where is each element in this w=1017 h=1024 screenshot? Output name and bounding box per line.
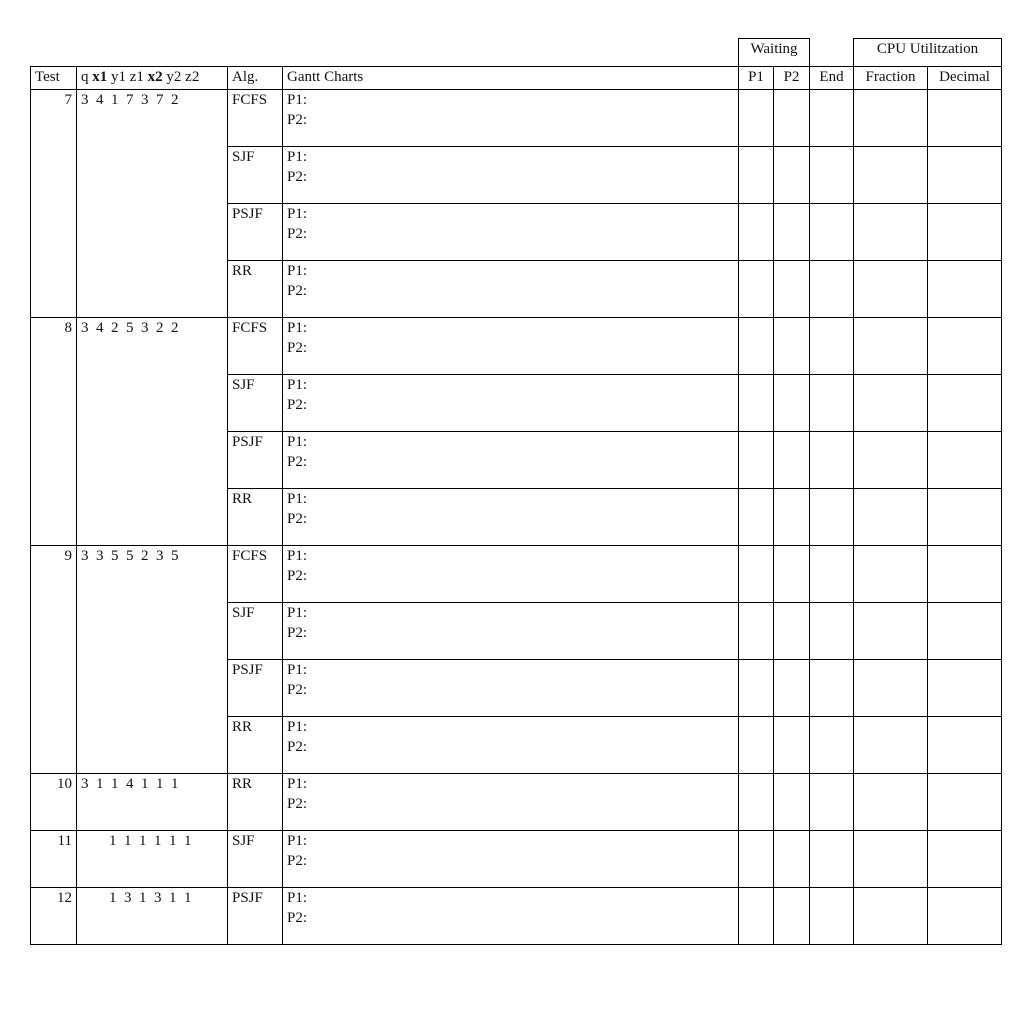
test-number-cell — [31, 660, 77, 717]
param-y2: y2 — [166, 69, 182, 85]
gantt-chart-cell[interactable] — [283, 717, 739, 774]
waiting-p1-cell[interactable] — [739, 432, 774, 489]
gantt-chart-cell[interactable] — [283, 318, 739, 375]
test-number-cell — [31, 147, 77, 204]
cpu-decimal-cell[interactable] — [928, 888, 1002, 945]
algorithm-cell: FCFS — [228, 90, 283, 147]
table-row — [31, 546, 1002, 603]
col-header-params — [77, 67, 228, 90]
waiting-p2-cell[interactable] — [774, 204, 810, 261]
end-cell[interactable] — [810, 546, 854, 603]
test-number-cell — [31, 603, 77, 660]
algorithm-cell: PSJF — [228, 888, 283, 945]
gantt-chart-cell[interactable] — [283, 90, 739, 147]
test-params-cell — [77, 831, 228, 888]
algorithm-cell: FCFS — [228, 318, 283, 375]
gantt-p2-label: P2: — [287, 568, 308, 584]
end-cell[interactable] — [810, 603, 854, 660]
waiting-p2-cell[interactable] — [774, 603, 810, 660]
gantt-chart-cell[interactable] — [283, 432, 739, 489]
test-number: 7 — [64, 92, 72, 108]
waiting-p2-cell[interactable] — [774, 546, 810, 603]
test-params: 3 1 1 4 1 1 1 — [81, 776, 179, 792]
waiting-p2-cell[interactable] — [774, 318, 810, 375]
cpu-decimal-cell[interactable] — [928, 660, 1002, 717]
table-row — [31, 660, 1002, 717]
waiting-p2-cell[interactable] — [774, 261, 810, 318]
gantt-p1-label: P1: — [287, 149, 308, 165]
gantt-p2-label: P2: — [287, 454, 308, 470]
gantt-chart-cell[interactable] — [283, 204, 739, 261]
algorithm-cell: RR — [228, 774, 283, 831]
table-row — [31, 717, 1002, 774]
test-number: 9 — [64, 548, 72, 564]
test-params-cell — [77, 489, 228, 546]
cpu-fraction-cell[interactable] — [854, 774, 928, 831]
gantt-p1-label: P1: — [287, 263, 308, 279]
gantt-p1-label: P1: — [287, 833, 308, 849]
param-x1: x1 — [92, 69, 108, 85]
gantt-p2-label: P2: — [287, 112, 308, 128]
algorithm-cell: RR — [228, 717, 283, 774]
header-group-row — [31, 39, 1002, 67]
waiting-p1-cell[interactable] — [739, 546, 774, 603]
waiting-p1-cell[interactable] — [739, 318, 774, 375]
col-header-p1: P1 — [739, 67, 774, 90]
waiting-p1-cell[interactable] — [739, 888, 774, 945]
col-header-decimal: Decimal — [928, 67, 1002, 90]
table-row — [31, 261, 1002, 318]
test-number-cell — [31, 831, 77, 888]
gantt-p1-label: P1: — [287, 548, 308, 564]
table-row — [31, 489, 1002, 546]
table-row — [31, 603, 1002, 660]
waiting-p2-cell[interactable] — [774, 90, 810, 147]
algorithm-cell: RR — [228, 261, 283, 318]
waiting-p2-cell[interactable] — [774, 774, 810, 831]
cpu-fraction-cell[interactable] — [854, 717, 928, 774]
gantt-p1-label: P1: — [287, 605, 308, 621]
param-z1: z1 — [129, 69, 144, 85]
test-number-cell — [31, 717, 77, 774]
table-row — [31, 318, 1002, 375]
table-row — [31, 774, 1002, 831]
col-header-end: End — [810, 67, 854, 90]
gantt-p2-label: P2: — [287, 910, 308, 926]
header-column-row — [31, 67, 1002, 90]
test-number-cell — [31, 90, 77, 147]
waiting-p1-cell[interactable] — [739, 774, 774, 831]
gantt-p1-label: P1: — [287, 890, 308, 906]
gantt-p1-label: P1: — [287, 662, 308, 678]
cpu-decimal-cell[interactable] — [928, 375, 1002, 432]
gantt-p2-label: P2: — [287, 739, 308, 755]
cpu-fraction-cell[interactable] — [854, 432, 928, 489]
col-header-test: Test — [31, 67, 77, 90]
cpu-decimal-cell[interactable] — [928, 261, 1002, 318]
gantt-p2-label: P2: — [287, 853, 308, 869]
cpu-fraction-cell[interactable] — [854, 603, 928, 660]
table-row — [31, 888, 1002, 945]
waiting-p1-cell[interactable] — [739, 261, 774, 318]
test-number-cell — [31, 774, 77, 831]
cpu-decimal-cell[interactable] — [928, 831, 1002, 888]
end-cell[interactable] — [810, 261, 854, 318]
param-x2: x2 — [147, 69, 163, 85]
end-cell[interactable] — [810, 318, 854, 375]
test-params-cell — [77, 888, 228, 945]
cpu-decimal-cell[interactable] — [928, 717, 1002, 774]
cpu-fraction-cell[interactable] — [854, 261, 928, 318]
test-number-cell — [31, 888, 77, 945]
waiting-p1-cell[interactable] — [739, 147, 774, 204]
waiting-group-header: Waiting — [739, 39, 810, 67]
algorithm-cell: PSJF — [228, 660, 283, 717]
waiting-p2-cell[interactable] — [774, 831, 810, 888]
param-q: q — [81, 69, 89, 85]
test-params: 1 1 1 1 1 1 — [109, 833, 192, 849]
waiting-p1-cell[interactable] — [739, 204, 774, 261]
test-params-cell — [77, 774, 228, 831]
test-params: 3 3 5 5 2 3 5 — [81, 548, 179, 564]
end-cell[interactable] — [810, 774, 854, 831]
cpu-decimal-cell[interactable] — [928, 432, 1002, 489]
end-cell[interactable] — [810, 489, 854, 546]
gantt-chart-cell[interactable] — [283, 147, 739, 204]
table-row — [31, 831, 1002, 888]
gantt-chart-cell[interactable] — [283, 831, 739, 888]
gantt-p2-label: P2: — [287, 226, 308, 242]
test-number-cell — [31, 432, 77, 489]
waiting-p2-cell[interactable] — [774, 375, 810, 432]
table-row — [31, 90, 1002, 147]
test-number-cell — [31, 318, 77, 375]
test-params-cell — [77, 90, 228, 147]
test-number: 12 — [57, 890, 72, 906]
cpu-fraction-cell[interactable] — [854, 90, 928, 147]
gantt-chart-cell[interactable] — [283, 375, 739, 432]
cpu-decimal-cell[interactable] — [928, 90, 1002, 147]
waiting-p2-cell[interactable] — [774, 717, 810, 774]
test-params: 3 4 2 5 3 2 2 — [81, 320, 179, 336]
waiting-p1-cell[interactable] — [739, 831, 774, 888]
algorithm-cell: SJF — [228, 375, 283, 432]
gantt-p1-label: P1: — [287, 92, 308, 108]
algorithm-cell: SJF — [228, 603, 283, 660]
test-number: 11 — [57, 833, 72, 849]
end-cell[interactable] — [810, 147, 854, 204]
cpu-decimal-cell[interactable] — [928, 774, 1002, 831]
test-params-cell — [77, 318, 228, 375]
cpu-decimal-cell[interactable] — [928, 489, 1002, 546]
waiting-p2-cell[interactable] — [774, 432, 810, 489]
algorithm-cell: RR — [228, 489, 283, 546]
gantt-chart-cell[interactable] — [283, 489, 739, 546]
test-params-cell — [77, 432, 228, 489]
algorithm-cell: PSJF — [228, 204, 283, 261]
test-params: 1 3 1 3 1 1 — [109, 890, 192, 906]
gantt-p2-label: P2: — [287, 682, 308, 698]
gantt-chart-cell[interactable] — [283, 603, 739, 660]
cpu-decimal-cell[interactable] — [928, 546, 1002, 603]
cpu-fraction-cell[interactable] — [854, 660, 928, 717]
col-header-gantt: Gantt Charts — [283, 67, 739, 90]
test-number-cell — [31, 546, 77, 603]
gantt-p1-label: P1: — [287, 320, 308, 336]
gantt-p2-label: P2: — [287, 511, 308, 527]
gantt-p1-label: P1: — [287, 434, 308, 450]
waiting-p1-cell[interactable] — [739, 717, 774, 774]
end-cell[interactable] — [810, 432, 854, 489]
cpu-utilization-group-header: CPU Utilitzation — [854, 39, 1002, 67]
scheduling-worksheet-table — [30, 38, 1002, 945]
end-cell[interactable] — [810, 717, 854, 774]
end-cell[interactable] — [810, 831, 854, 888]
test-number-cell — [31, 204, 77, 261]
col-header-p2: P2 — [774, 67, 810, 90]
test-number-cell — [31, 489, 77, 546]
cpu-fraction-cell[interactable] — [854, 204, 928, 261]
gantt-p1-label: P1: — [287, 491, 308, 507]
waiting-p2-cell[interactable] — [774, 660, 810, 717]
cpu-fraction-cell[interactable] — [854, 546, 928, 603]
cpu-decimal-cell[interactable] — [928, 147, 1002, 204]
col-header-alg: Alg. — [228, 67, 283, 90]
test-params-cell — [77, 603, 228, 660]
end-cell[interactable] — [810, 660, 854, 717]
cpu-fraction-cell[interactable] — [854, 831, 928, 888]
waiting-p2-cell[interactable] — [774, 489, 810, 546]
test-number-cell — [31, 375, 77, 432]
gantt-p2-label: P2: — [287, 169, 308, 185]
end-cell[interactable] — [810, 90, 854, 147]
col-header-fraction: Fraction — [854, 67, 928, 90]
gantt-p2-label: P2: — [287, 283, 308, 299]
param-z2: z2 — [185, 69, 200, 85]
end-cell[interactable] — [810, 375, 854, 432]
worksheet-body — [31, 90, 1002, 945]
waiting-p2-cell[interactable] — [774, 888, 810, 945]
cpu-decimal-cell[interactable] — [928, 204, 1002, 261]
test-params-cell — [77, 546, 228, 603]
waiting-p1-cell[interactable] — [739, 375, 774, 432]
cpu-fraction-cell[interactable] — [854, 375, 928, 432]
table-row — [31, 375, 1002, 432]
test-number: 10 — [57, 776, 72, 792]
test-number-cell — [31, 261, 77, 318]
algorithm-cell: SJF — [228, 831, 283, 888]
gantt-p1-label: P1: — [287, 719, 308, 735]
gantt-p2-label: P2: — [287, 397, 308, 413]
end-cell[interactable] — [810, 888, 854, 945]
gantt-chart-cell[interactable] — [283, 888, 739, 945]
algorithm-cell: PSJF — [228, 432, 283, 489]
test-number: 8 — [64, 320, 72, 336]
test-params: 3 4 1 7 3 7 2 — [81, 92, 179, 108]
gantt-p2-label: P2: — [287, 340, 308, 356]
gantt-p1-label: P1: — [287, 206, 308, 222]
algorithm-cell: FCFS — [228, 546, 283, 603]
param-y1: y1 — [111, 69, 126, 85]
cpu-fraction-cell[interactable] — [854, 888, 928, 945]
end-cell[interactable] — [810, 204, 854, 261]
gantt-chart-cell[interactable] — [283, 774, 739, 831]
table-row — [31, 432, 1002, 489]
waiting-p1-cell[interactable] — [739, 90, 774, 147]
table-row — [31, 204, 1002, 261]
gantt-chart-cell[interactable] — [283, 660, 739, 717]
test-params-cell — [77, 147, 228, 204]
test-params-cell — [77, 204, 228, 261]
table-row — [31, 147, 1002, 204]
test-params-cell — [77, 660, 228, 717]
test-params-cell — [77, 261, 228, 318]
waiting-p2-cell[interactable] — [774, 147, 810, 204]
cpu-decimal-cell[interactable] — [928, 318, 1002, 375]
cpu-fraction-cell[interactable] — [854, 489, 928, 546]
waiting-p1-cell[interactable] — [739, 489, 774, 546]
cpu-decimal-cell[interactable] — [928, 603, 1002, 660]
test-params-cell — [77, 717, 228, 774]
gantt-p1-label: P1: — [287, 377, 308, 393]
waiting-p1-cell[interactable] — [739, 660, 774, 717]
algorithm-cell: SJF — [228, 147, 283, 204]
test-params-cell — [77, 375, 228, 432]
gantt-p2-label: P2: — [287, 625, 308, 641]
gantt-chart-cell[interactable] — [283, 261, 739, 318]
gantt-p1-label: P1: — [287, 776, 308, 792]
cpu-fraction-cell[interactable] — [854, 318, 928, 375]
cpu-fraction-cell[interactable] — [854, 147, 928, 204]
waiting-p1-cell[interactable] — [739, 603, 774, 660]
gantt-p2-label: P2: — [287, 796, 308, 812]
gantt-chart-cell[interactable] — [283, 546, 739, 603]
